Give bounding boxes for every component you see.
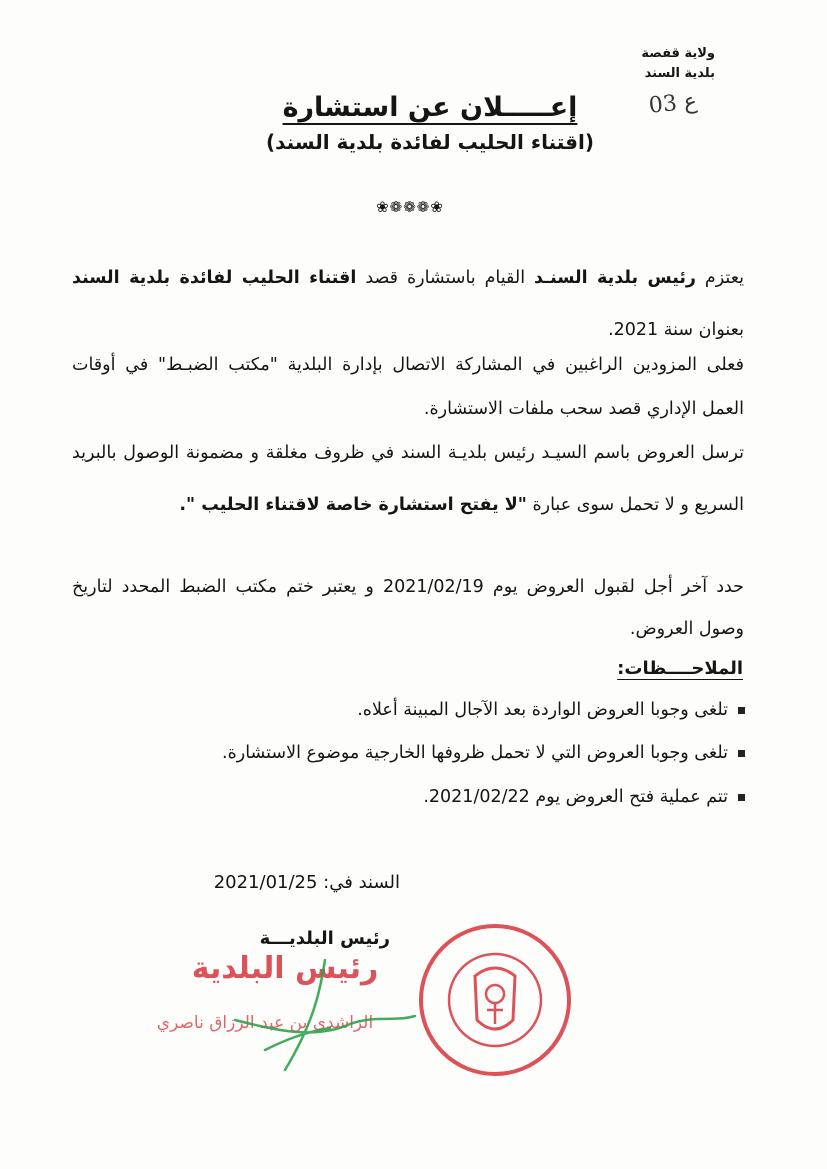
bullet-square-icon xyxy=(738,794,745,801)
note-item xyxy=(145,787,745,807)
p1-part-d: اقتناء الحليب لفائدة بلدية السند xyxy=(72,268,357,288)
document-title: إعـــــلان عن استشارة xyxy=(282,92,578,123)
date-line: السند في: 2021/01/25 xyxy=(213,872,400,893)
stamp-name: الزاشدي بن عبد الرزاق ناصري xyxy=(156,1013,374,1033)
note-item xyxy=(145,743,745,763)
state-label: ولاية قفصة xyxy=(641,46,715,61)
note-text: تلغى وجوبا العروض الواردة بعد الآجال المبينة أعلاه. xyxy=(357,700,728,720)
p3-part-a: ترسل العروض باسم السيـد رئيس بلديـة السند في ظروف مغلقة و مضمونة الوصول بالبريد السريع و لا تحمل سوى عبارة xyxy=(72,443,744,515)
p1-part-e: بعنوان سنة 2021. xyxy=(608,320,744,340)
p1-part-a: يعتزم xyxy=(696,268,745,288)
signature-title: رئيس البلديـــة xyxy=(259,928,390,949)
document-subtitle: (اقتناء الحليب لفائدة بلدية السند) xyxy=(265,130,594,154)
note-text: تتم عملية فتح العروض يوم 2021/02/22. xyxy=(423,787,728,807)
bullet-square-icon xyxy=(738,707,745,714)
municipality-label: بلدية السند xyxy=(644,66,715,81)
paragraph-deadline: حدد آخر أجل لقبول العروض يوم 2021/02/19 و يعتبر ختم مكتب الضبط المحدد لتاريخ وصول العروض. xyxy=(72,577,744,639)
round-seal-icon xyxy=(421,926,569,1074)
ornament-divider: ❀❁❁❁❀ xyxy=(376,198,444,216)
paragraph-suppliers: فعلى المزودين الراغبين في المشاركة الاتصال بإدارة البلدية "مكتب الضبـط" في أوقات العمل الإداري قصد سحب ملفات الاستشارة. xyxy=(72,355,744,419)
handwritten-ref-text: 03 ع xyxy=(647,88,699,119)
note-text: تلغى وجوبا العروض التي لا تحمل ظروفها الخارجية موضوع الاستشارة. xyxy=(222,743,728,763)
p1-part-b: رئيس بلدية السنـد xyxy=(533,268,697,288)
stamp-title: رئيس البلدية xyxy=(191,951,379,986)
note-item xyxy=(145,700,745,720)
paragraph-intent xyxy=(72,252,744,356)
handwritten-reference xyxy=(648,82,763,143)
notes-heading: الملاحــــظات: xyxy=(617,658,743,679)
bullet-square-icon xyxy=(738,750,745,757)
header-block xyxy=(575,44,715,84)
paragraph-submission xyxy=(72,427,744,531)
stamp-and-seal xyxy=(115,920,585,1090)
p3-part-b: "لا يفتح استشارة خاصة لاقتناء الحليب ". xyxy=(179,495,527,515)
p1-part-c: القيام باستشارة قصد xyxy=(356,268,534,288)
